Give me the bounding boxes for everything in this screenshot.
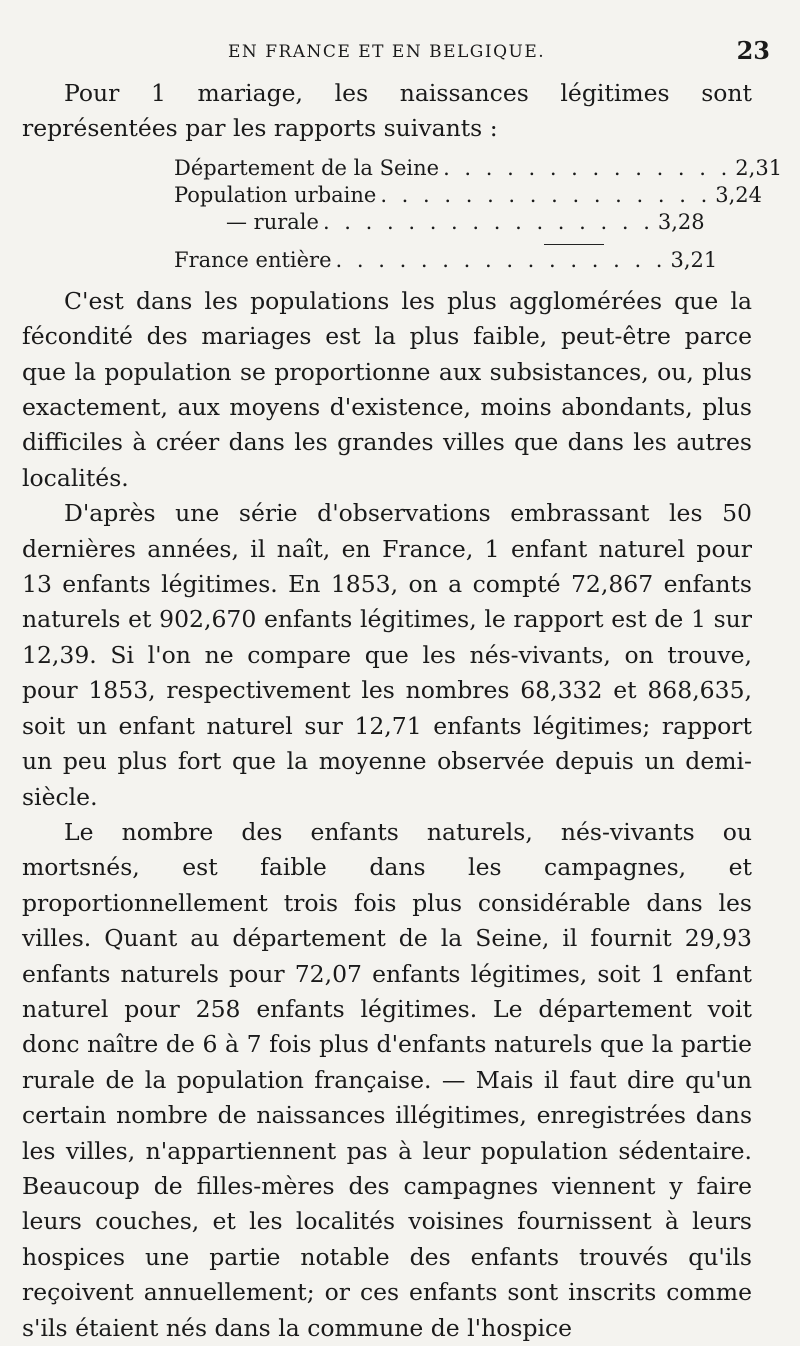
page-number: 23 (736, 36, 770, 65)
paragraph-fecondite: C'est dans les populations les plus agglomérées que la fécondité des mariages est la plus faible, peut-être parce que la population se proportionne aux subsistances, ou, plus exactement, aux moyens d'existence, moins abondants, plus difficiles à créer dans les grandes villes que dans les autres localités. (22, 286, 752, 492)
table-row (174, 209, 705, 236)
row-value: 3,28 (657, 209, 705, 234)
running-title: EN FRANCE ET EN BELGIQUE. (228, 42, 546, 62)
leader-dots: . . . . . . . . . . . . . . . . (322, 209, 654, 234)
page-body (22, 76, 783, 1346)
paragraph-campagnes-villes: Le nombre des enfants naturels, nés-vivants ou mortsnés, est faible dans les campagnes, et proportionnellement trois fois plus considérable dans les villes. Quant au département de la Seine, il fournit 29,93 enfants naturels pour 72,07 enfants légitimes, soit 1 enfant naturel pour 258 enfants légitimes. Le département voit donc naître de 6 à 7 fois plus d'enfants naturels que la partie rurale de la population française. — Mais il faut dire qu'un certain nombre de naissances illégitimes, enregistrées dans les villes, n'appartiennent pas à leur population sédentaire. Beaucoup de filles-mères des campagnes viennent y faire leurs couches, et les localités voisines fournissent à leurs hospices une partie notable des enfants trouvés qu'ils reçoivent annuellement; or ces enfants sont inscrits comme s'ils étaient nés dans la commune de l'hospice (22, 817, 752, 1342)
row-label: Département de la Seine (174, 155, 440, 180)
leader-dots: . . . . . . . . . . . . . . . . (380, 182, 712, 207)
page-header (228, 36, 770, 66)
row-value: 2,31 (735, 155, 783, 180)
leader-dots: . . . . . . . . . . . . . . (443, 155, 732, 180)
ratio-table (174, 155, 783, 274)
total-value: 3,21 (670, 247, 718, 272)
table-row (174, 182, 763, 209)
row-label: Population urbaine (174, 182, 377, 207)
table-total-row (174, 247, 718, 274)
total-label: France entière (174, 247, 332, 272)
paragraph-enfants-naturels: D'après une série d'observations embrassant les 50 dernières années, il naît, en France, 1 enfant naturel pour 13 enfants légitimes. En 1853, on a compté 72,867 enfants naturels et 902,670 enfants légitimes, le rapport est de 1 sur 12,39. Si l'on ne compare que les nés-vivants, on trouve, pour 1853, respectivement les nombres 68,332 et 868,635, soit un enfant naturel sur 12,71 enfants légitimes; rapport un peu plus fort que la moyenne observée depuis un demi-siècle. (22, 499, 752, 811)
table-row (174, 155, 783, 182)
intro-paragraph: Pour 1 mariage, les naissances légitimes sont représentées par les rapports suivants : (22, 79, 752, 143)
row-label: — rurale (226, 209, 319, 234)
row-value: 3,24 (715, 182, 763, 207)
leader-dots: . . . . . . . . . . . . . . . . (335, 247, 667, 272)
total-rule (544, 244, 604, 245)
